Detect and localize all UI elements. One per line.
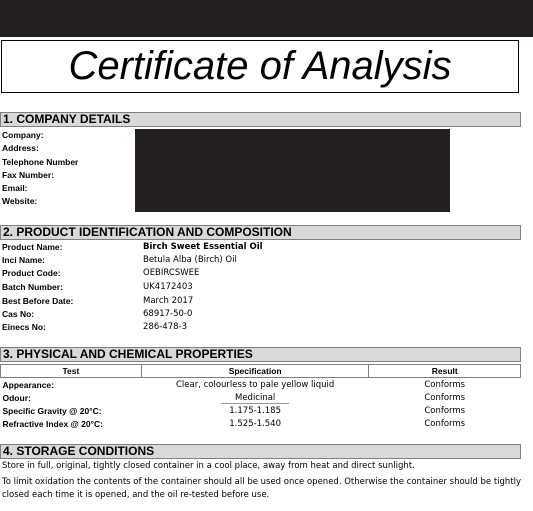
product-name-value: Birch Sweet Essential Oil [143,242,263,252]
storage-text-line: closed each time it is opened, and the oil re-tested before use. [2,490,270,500]
section-storage-header: 4. STORAGE CONDITIONS [0,444,521,459]
test-cell: Refractive Index @ 20°C: [2,418,104,429]
table-row [1,404,521,417]
batch-number-value: UK4172403 [143,282,193,292]
inci-name-label: Inci Name: [2,255,45,265]
website-label: Website: [2,196,38,206]
specification-column-header: Specification [141,365,369,378]
einecs-no-value: 286-478-3 [143,322,187,332]
section-company-header: 1. COMPANY DETAILS [0,112,521,127]
product-code-value: OEBIRCSWEE [143,268,200,278]
result-cell: Conforms [424,405,466,416]
redacted-company-info [135,129,450,212]
test-cell: Specific Gravity @ 20°C: [2,405,102,416]
best-before-label: Best Before Date: [2,296,74,306]
section-physical-header: 3. PHYSICAL AND CHEMICAL PROPERTIES [0,347,521,362]
cas-no-label: Cas No: [2,309,35,319]
best-before-value: March 2017 [143,296,194,306]
spec-cell: 1.175-1.185 [229,405,282,416]
table-row [1,417,521,430]
table-row [1,378,521,392]
properties-table [0,364,521,430]
spec-text: Medicinal [221,393,289,404]
page-title: Certificate of Analysis [68,44,452,88]
table-row [1,391,521,404]
company-label: Company: [2,130,44,140]
spec-cell: Clear, colourless to pale yellow liquid [175,379,335,390]
batch-number-label: Batch Number: [2,282,63,292]
spec-cell [141,391,369,404]
test-cell: Appearance: [2,379,54,390]
storage-text-line: Store in full, original, tightly closed container in a cool place, away from heat and direct sunlight. [2,461,415,471]
result-cell: Conforms [424,392,466,403]
cas-no-value: 68917-50-0 [143,309,193,319]
product-code-label: Product Code: [2,268,61,278]
email-label: Email: [2,183,28,193]
properties-header-row [1,365,521,378]
result-cell: Conforms [424,418,466,429]
spec-cell: 1.525-1.540 [229,418,282,429]
test-cell: Odour: [2,392,31,403]
title-box [1,40,519,93]
inci-name-value: Betula Alba (Birch) Oil [143,255,237,265]
result-cell: Conforms [424,379,466,390]
telephone-label: Telephone Number [2,157,79,167]
einecs-no-label: Einecs No: [2,322,46,332]
header-bar [0,0,533,37]
fax-label: Fax Number: [2,170,54,180]
section-product-header: 2. PRODUCT IDENTIFICATION AND COMPOSITION [0,225,521,240]
result-column-header: Result [369,365,521,378]
address-label: Address: [2,143,39,153]
product-name-label: Product Name: [2,242,63,252]
test-column-header: Test [1,365,142,378]
storage-text-line: To limit oxidation the contents of the container should all be used once opened. Otherwise the container should be tightly [2,477,522,487]
